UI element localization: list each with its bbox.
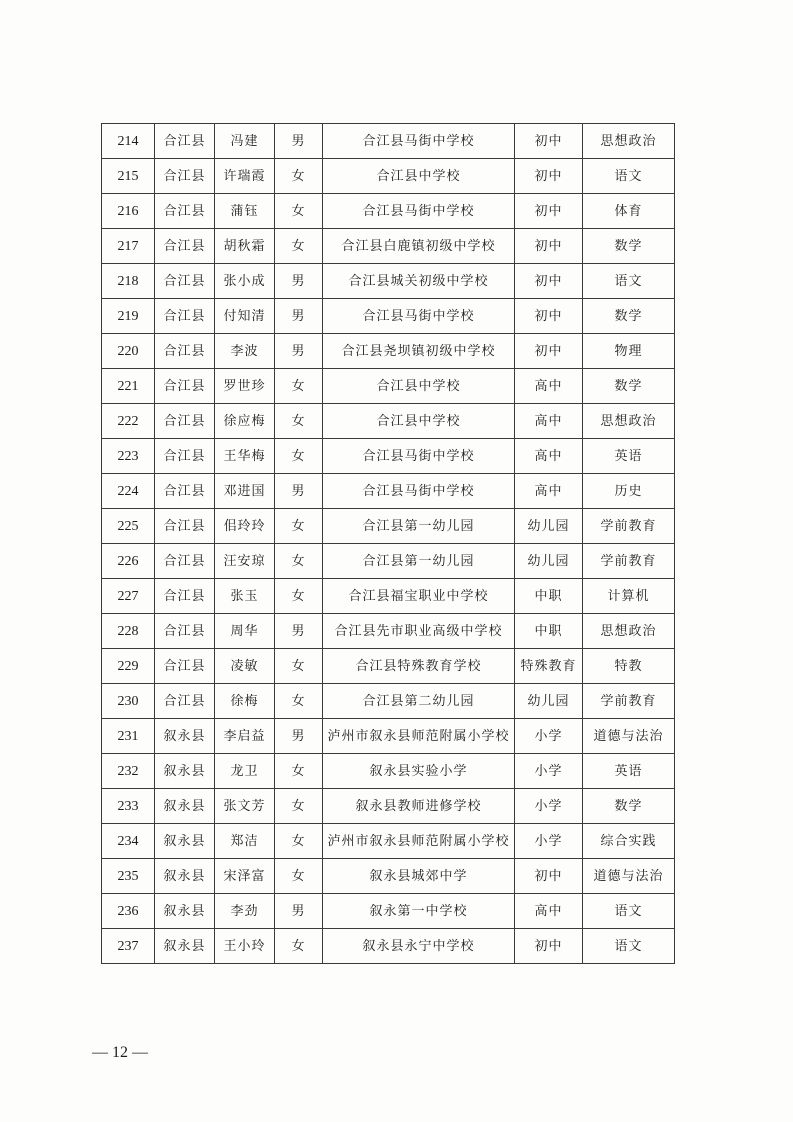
school-cell: 合江县中学校 xyxy=(323,369,515,404)
teacher-name-cell: 张玉 xyxy=(215,579,275,614)
subject-cell: 道德与法治 xyxy=(583,859,675,894)
county-cell: 叙永县 xyxy=(155,789,215,824)
school-cell: 合江县中学校 xyxy=(323,404,515,439)
teacher-name-cell: 李启益 xyxy=(215,719,275,754)
subject-cell: 英语 xyxy=(583,754,675,789)
school-cell: 合江县马街中学校 xyxy=(323,299,515,334)
school-level-cell: 特殊教育 xyxy=(515,649,583,684)
teacher-name-cell: 郑洁 xyxy=(215,824,275,859)
row-number: 228 xyxy=(102,614,155,649)
school-level-cell: 初中 xyxy=(515,929,583,964)
teacher-name-cell: 汪安琼 xyxy=(215,544,275,579)
gender-cell: 女 xyxy=(275,754,323,789)
row-number: 223 xyxy=(102,439,155,474)
row-number: 221 xyxy=(102,369,155,404)
subject-cell: 语文 xyxy=(583,894,675,929)
teacher-name-cell: 张小成 xyxy=(215,264,275,299)
table-row xyxy=(102,404,675,439)
subject-cell: 物理 xyxy=(583,334,675,369)
subject-cell: 道德与法治 xyxy=(583,719,675,754)
county-cell: 合江县 xyxy=(155,264,215,299)
school-level-cell: 初中 xyxy=(515,194,583,229)
county-cell: 合江县 xyxy=(155,159,215,194)
county-cell: 合江县 xyxy=(155,474,215,509)
school-cell: 合江县第一幼儿园 xyxy=(323,544,515,579)
roster-table xyxy=(101,123,675,964)
teacher-name-cell: 周华 xyxy=(215,614,275,649)
subject-cell: 学前教育 xyxy=(583,509,675,544)
table-row xyxy=(102,124,675,159)
county-cell: 叙永县 xyxy=(155,894,215,929)
county-cell: 合江县 xyxy=(155,404,215,439)
county-cell: 叙永县 xyxy=(155,754,215,789)
teacher-name-cell: 许瑞霞 xyxy=(215,159,275,194)
county-cell: 合江县 xyxy=(155,124,215,159)
table-row xyxy=(102,824,675,859)
school-cell: 合江县福宝职业中学校 xyxy=(323,579,515,614)
teacher-name-cell: 龙卫 xyxy=(215,754,275,789)
subject-cell: 数学 xyxy=(583,229,675,264)
county-cell: 合江县 xyxy=(155,299,215,334)
row-number: 235 xyxy=(102,859,155,894)
county-cell: 合江县 xyxy=(155,369,215,404)
gender-cell: 女 xyxy=(275,859,323,894)
school-cell: 叙永第一中学校 xyxy=(323,894,515,929)
teacher-name-cell: 冯建 xyxy=(215,124,275,159)
row-number: 216 xyxy=(102,194,155,229)
school-cell: 合江县尧坝镇初级中学校 xyxy=(323,334,515,369)
row-number: 237 xyxy=(102,929,155,964)
table-row xyxy=(102,509,675,544)
county-cell: 叙永县 xyxy=(155,719,215,754)
school-cell: 叙永县教师进修学校 xyxy=(323,789,515,824)
table-row xyxy=(102,264,675,299)
row-number: 236 xyxy=(102,894,155,929)
school-cell: 叙永县实验小学 xyxy=(323,754,515,789)
teacher-name-cell: 宋泽富 xyxy=(215,859,275,894)
gender-cell: 女 xyxy=(275,649,323,684)
subject-cell: 体育 xyxy=(583,194,675,229)
table-row xyxy=(102,754,675,789)
teacher-name-cell: 罗世珍 xyxy=(215,369,275,404)
teacher-name-cell: 张文芳 xyxy=(215,789,275,824)
subject-cell: 思想政治 xyxy=(583,404,675,439)
row-number: 229 xyxy=(102,649,155,684)
gender-cell: 男 xyxy=(275,614,323,649)
gender-cell: 女 xyxy=(275,194,323,229)
county-cell: 合江县 xyxy=(155,334,215,369)
table-row xyxy=(102,929,675,964)
county-cell: 合江县 xyxy=(155,684,215,719)
gender-cell: 男 xyxy=(275,124,323,159)
school-level-cell: 初中 xyxy=(515,859,583,894)
school-cell: 合江县特殊教育学校 xyxy=(323,649,515,684)
school-level-cell: 高中 xyxy=(515,404,583,439)
gender-cell: 女 xyxy=(275,369,323,404)
subject-cell: 数学 xyxy=(583,369,675,404)
teacher-name-cell: 李劲 xyxy=(215,894,275,929)
teacher-name-cell: 胡秋霜 xyxy=(215,229,275,264)
table-row xyxy=(102,719,675,754)
teacher-name-cell: 徐梅 xyxy=(215,684,275,719)
row-number: 219 xyxy=(102,299,155,334)
school-level-cell: 幼儿园 xyxy=(515,509,583,544)
teacher-name-cell: 付知清 xyxy=(215,299,275,334)
county-cell: 合江县 xyxy=(155,579,215,614)
county-cell: 叙永县 xyxy=(155,824,215,859)
table-row xyxy=(102,894,675,929)
table-row xyxy=(102,194,675,229)
teacher-name-cell: 佀玲玲 xyxy=(215,509,275,544)
subject-cell: 历史 xyxy=(583,474,675,509)
teacher-name-cell: 李波 xyxy=(215,334,275,369)
table-row xyxy=(102,369,675,404)
table-row xyxy=(102,439,675,474)
subject-cell: 学前教育 xyxy=(583,684,675,719)
row-number: 214 xyxy=(102,124,155,159)
school-level-cell: 中职 xyxy=(515,579,583,614)
school-level-cell: 高中 xyxy=(515,369,583,404)
subject-cell: 综合实践 xyxy=(583,824,675,859)
gender-cell: 男 xyxy=(275,299,323,334)
gender-cell: 男 xyxy=(275,894,323,929)
county-cell: 合江县 xyxy=(155,229,215,264)
gender-cell: 女 xyxy=(275,159,323,194)
county-cell: 合江县 xyxy=(155,544,215,579)
page-number: — 12 — xyxy=(92,1044,148,1061)
table-row xyxy=(102,684,675,719)
school-cell: 合江县马街中学校 xyxy=(323,474,515,509)
table-row xyxy=(102,649,675,684)
table-row xyxy=(102,159,675,194)
school-cell: 叙永县永宁中学校 xyxy=(323,929,515,964)
school-level-cell: 中职 xyxy=(515,614,583,649)
gender-cell: 女 xyxy=(275,929,323,964)
subject-cell: 语文 xyxy=(583,159,675,194)
school-cell: 合江县第一幼儿园 xyxy=(323,509,515,544)
row-number: 215 xyxy=(102,159,155,194)
row-number: 234 xyxy=(102,824,155,859)
row-number: 220 xyxy=(102,334,155,369)
school-cell: 合江县城关初级中学校 xyxy=(323,264,515,299)
subject-cell: 英语 xyxy=(583,439,675,474)
school-level-cell: 高中 xyxy=(515,894,583,929)
county-cell: 合江县 xyxy=(155,439,215,474)
row-number: 218 xyxy=(102,264,155,299)
school-cell: 合江县马街中学校 xyxy=(323,194,515,229)
teacher-name-cell: 蒲钰 xyxy=(215,194,275,229)
subject-cell: 计算机 xyxy=(583,579,675,614)
gender-cell: 女 xyxy=(275,579,323,614)
subject-cell: 特教 xyxy=(583,649,675,684)
table-row xyxy=(102,334,675,369)
school-cell: 合江县马街中学校 xyxy=(323,439,515,474)
school-cell: 泸州市叙永县师范附属小学校 xyxy=(323,719,515,754)
gender-cell: 男 xyxy=(275,264,323,299)
subject-cell: 思想政治 xyxy=(583,124,675,159)
teacher-name-cell: 徐应梅 xyxy=(215,404,275,439)
gender-cell: 女 xyxy=(275,229,323,264)
gender-cell: 女 xyxy=(275,509,323,544)
school-cell: 合江县中学校 xyxy=(323,159,515,194)
row-number: 232 xyxy=(102,754,155,789)
school-level-cell: 高中 xyxy=(515,439,583,474)
teacher-name-cell: 王华梅 xyxy=(215,439,275,474)
subject-cell: 语文 xyxy=(583,929,675,964)
row-number: 222 xyxy=(102,404,155,439)
school-level-cell: 初中 xyxy=(515,334,583,369)
school-level-cell: 小学 xyxy=(515,754,583,789)
subject-cell: 学前教育 xyxy=(583,544,675,579)
school-level-cell: 幼儿园 xyxy=(515,544,583,579)
school-level-cell: 小学 xyxy=(515,719,583,754)
school-level-cell: 幼儿园 xyxy=(515,684,583,719)
table-row xyxy=(102,229,675,264)
gender-cell: 女 xyxy=(275,544,323,579)
row-number: 233 xyxy=(102,789,155,824)
subject-cell: 语文 xyxy=(583,264,675,299)
gender-cell: 女 xyxy=(275,439,323,474)
school-level-cell: 初中 xyxy=(515,159,583,194)
school-cell: 叙永县城郊中学 xyxy=(323,859,515,894)
table-row xyxy=(102,789,675,824)
county-cell: 叙永县 xyxy=(155,859,215,894)
row-number: 226 xyxy=(102,544,155,579)
school-level-cell: 小学 xyxy=(515,789,583,824)
county-cell: 合江县 xyxy=(155,509,215,544)
county-cell: 叙永县 xyxy=(155,929,215,964)
row-number: 224 xyxy=(102,474,155,509)
row-number: 230 xyxy=(102,684,155,719)
subject-cell: 数学 xyxy=(583,299,675,334)
row-number: 227 xyxy=(102,579,155,614)
school-level-cell: 初中 xyxy=(515,299,583,334)
row-number: 231 xyxy=(102,719,155,754)
teacher-name-cell: 凌敏 xyxy=(215,649,275,684)
school-level-cell: 初中 xyxy=(515,124,583,159)
table-row xyxy=(102,859,675,894)
county-cell: 合江县 xyxy=(155,614,215,649)
table-row xyxy=(102,474,675,509)
school-cell: 合江县马街中学校 xyxy=(323,124,515,159)
county-cell: 合江县 xyxy=(155,649,215,684)
county-cell: 合江县 xyxy=(155,194,215,229)
row-number: 217 xyxy=(102,229,155,264)
row-number: 225 xyxy=(102,509,155,544)
school-level-cell: 小学 xyxy=(515,824,583,859)
subject-cell: 数学 xyxy=(583,789,675,824)
gender-cell: 女 xyxy=(275,404,323,439)
school-level-cell: 初中 xyxy=(515,229,583,264)
subject-cell: 思想政治 xyxy=(583,614,675,649)
school-cell: 合江县先市职业高级中学校 xyxy=(323,614,515,649)
gender-cell: 男 xyxy=(275,474,323,509)
gender-cell: 女 xyxy=(275,824,323,859)
teacher-name-cell: 王小玲 xyxy=(215,929,275,964)
table-row xyxy=(102,299,675,334)
table-row xyxy=(102,579,675,614)
school-level-cell: 高中 xyxy=(515,474,583,509)
gender-cell: 男 xyxy=(275,719,323,754)
school-level-cell: 初中 xyxy=(515,264,583,299)
gender-cell: 女 xyxy=(275,789,323,824)
school-cell: 合江县白鹿镇初级中学校 xyxy=(323,229,515,264)
table-row xyxy=(102,614,675,649)
table-row xyxy=(102,544,675,579)
school-cell: 泸州市叙永县师范附属小学校 xyxy=(323,824,515,859)
gender-cell: 男 xyxy=(275,334,323,369)
teacher-name-cell: 邓进国 xyxy=(215,474,275,509)
school-cell: 合江县第二幼儿园 xyxy=(323,684,515,719)
gender-cell: 女 xyxy=(275,684,323,719)
